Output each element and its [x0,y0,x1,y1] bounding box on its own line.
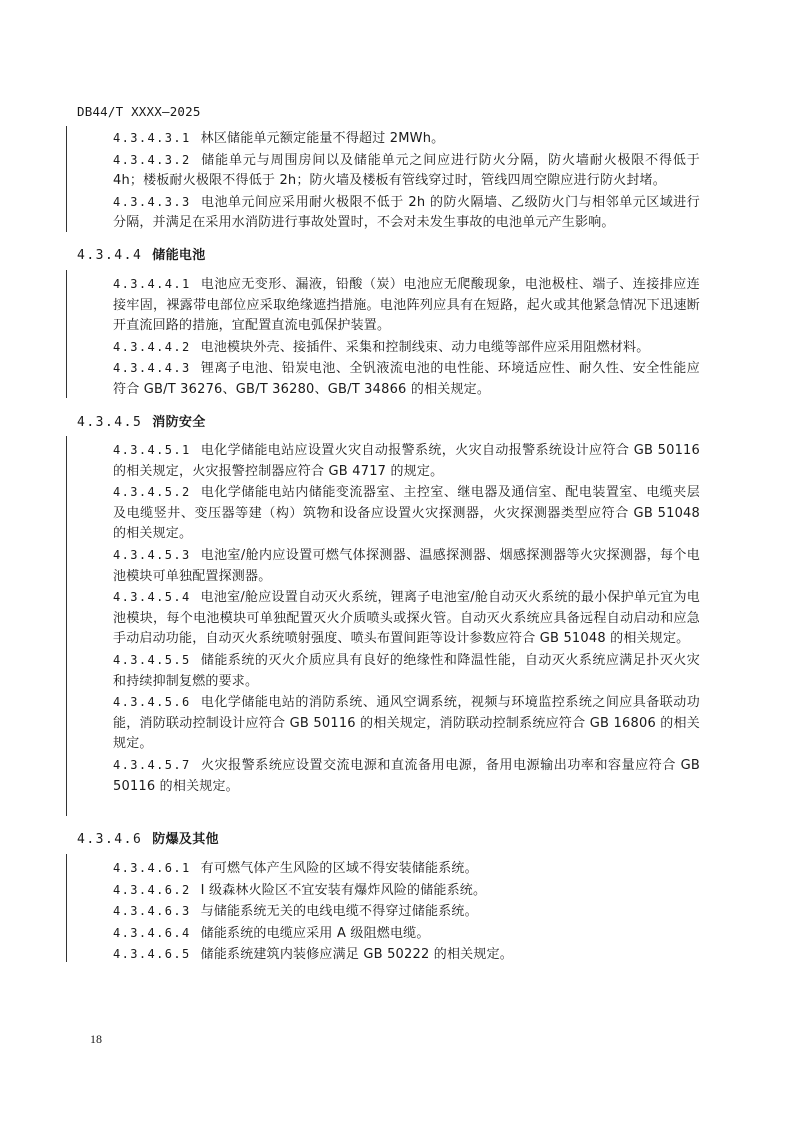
clause [113,923,700,945]
clause-text: 电化学储能电站应设置火灾自动报警系统，火灾自动报警系统设计应符合 GB 50116 的相关规定，火灾报警控制器应符合 GB 4717 的规定。 [113,443,700,479]
clause [113,587,700,650]
clause-number: 4.3.4.4.1 [113,277,191,291]
clause-number: 4.3.4.4.3 [113,361,191,376]
section-heading [77,828,219,847]
clause-number: 4.3.4.5.4 [113,590,191,605]
clause-text: 电池单元间应采用耐火极限不低于 2h 的防火隔墙、乙级防火门与相邻单元区域进行分隔，并满足在采用水消防进行事故处置时，不会对未发生事故的电池单元产生影响。 [113,194,700,231]
clause [113,128,700,150]
clause-text: 电化学储能电站内储能变流器室、主控室、继电器及通信室、配电装置室、电缆夹层及电缆竖井、变压器等建（构）筑物和设备应设置火灾探测器，火灾探测器类型应符合 GB 51048 的相关规定。 [113,485,700,542]
clause-text: 储能单元与周围房间以及储能单元之间应进行防火分隔，防火墙耐火极限不得低于 4h；楼板耐火极限不得低于 2h；防火墙及楼板有管线穿过时，管线四周空隙应进行防火封堵。 [113,152,700,189]
clause [113,545,700,587]
clause-text: 有可燃气体产生风险的区域不得安装储能系统。 [200,861,478,876]
clause-number: 4.3.4.5.5 [113,652,191,667]
clause [113,901,700,923]
clause [113,755,700,797]
change-bar [66,854,67,962]
clause-text: 电池模块外壳、接插件、采集和控制线束、动力电缆等部件应采用阻燃材料。 [200,339,650,355]
clause-text: 锂离子电池、铅炭电池、全钒液流电池的电性能、环境适应性、耐久性、安全性能应符合 GB/T 36276、GB/T 36280、GB/T 34866 的相关规定。 [113,361,700,397]
section-title: 防爆及其他 [152,832,219,847]
change-bar [66,270,67,398]
clause-number: 4.3.4.6.3 [113,904,191,919]
clause [113,192,700,234]
clause-number: 4.3.4.5.3 [113,547,191,562]
clause-number: 4.3.4.5.1 [113,443,191,457]
clause-text: 储能系统的灭火介质应具有良好的绝缘性和降温性能，自动灭火系统应满足扑灭火灾和持续抑制复燃的要求。 [113,652,700,689]
clause [113,337,700,359]
clause-number: 4.3.4.6.2 [113,882,191,897]
clause [113,274,700,337]
clause-number: 4.3.4.6.4 [113,925,191,940]
clause [113,650,700,692]
clause-text: 与储能系统无关的电线电缆不得穿过储能系统。 [200,904,478,920]
clause [113,880,700,902]
clause-text: 电池应无变形、漏液，铅酸（炭）电池应无爬酸现象，电池极柱、端子、连接排应连接牢固，裸露带电部位应采取绝缘遮挡措施。电池阵列应具有在短路，起火或其他紧急情况下迅速断开直流回路的措施，宜配置直流电弧保护装置。 [113,277,700,334]
clause-text: 储能系统的电缆应采用 A 级阻燃电缆。 [200,925,430,941]
clause-number: 4.3.4.6.1 [113,861,191,875]
clause-number: 4.3.4.5.7 [113,757,191,772]
clause [113,944,700,966]
clause-block [113,440,700,797]
clause-text: 储能系统建筑内装修应满足 GB 50222 的相关规定。 [200,947,513,963]
change-bar [66,126,67,232]
section-number: 4.3.4.6 [77,832,143,847]
clause [113,858,700,880]
section-title: 消防安全 [152,415,206,430]
clause [113,358,700,400]
clause-number: 4.3.4.4.2 [113,339,191,354]
clause-number: 4.3.4.3.2 [113,152,191,167]
clause-block [113,274,700,401]
clause-text: 电池室/舱应设置自动灭火系统，锂离子电池室/舱自动灭火系统的最小保护单元宜为电池模块，每个电池模块可单独配置灭火介质喷头或探火管。自动灭火系统应具备远程自动启动和应急手动启动功能，自动灭火系统喷射强度、喷头布置间距等设计参数应符合 GB 51048 的相关规定。 [113,590,700,647]
clause-number: 4.3.4.3.1 [113,131,191,145]
change-bar [66,436,67,816]
clause-number: 4.3.4.5.2 [113,485,191,500]
section-number: 4.3.4.4 [77,248,143,263]
clause [113,150,700,192]
document-code: DB44/T XXXX—2025 [77,104,201,119]
section-number: 4.3.4.5 [77,415,143,430]
clause-number: 4.3.4.3.3 [113,194,191,209]
clause-number: 4.3.4.5.6 [113,695,191,710]
clause-block [113,128,700,234]
section-heading [77,411,206,430]
clause-block [113,858,700,966]
clause-text: 火灾报警系统应设置交流电源和直流备用电源，备用电源输出功率和容量应符合 GB 50116 的相关规定。 [113,757,700,794]
clause [113,440,700,482]
clause [113,482,700,545]
clause-number: 4.3.4.6.5 [113,947,191,962]
clause-text: 林区储能单元额定能量不得超过 2MWh。 [200,131,445,146]
clause-text: 电化学储能电站的消防系统、通风空调系统，视频与环境监控系统之间应具备联动功能，消防联动控制设计应符合 GB 50116 的相关规定，消防联动控制系统应符合 GB 16806 的相关规定。 [113,695,700,752]
clause [113,692,700,755]
clause-text: I 级森林火险区不宜安装有爆炸风险的储能系统。 [200,882,487,898]
clause-text: 电池室/舱内应设置可燃气体探测器、温感探测器、烟感探测器等火灾探测器，每个电池模块可单独配置探测器。 [113,547,700,584]
section-heading [77,244,206,263]
section-title: 储能电池 [152,248,206,263]
page-number: 18 [90,1032,102,1046]
